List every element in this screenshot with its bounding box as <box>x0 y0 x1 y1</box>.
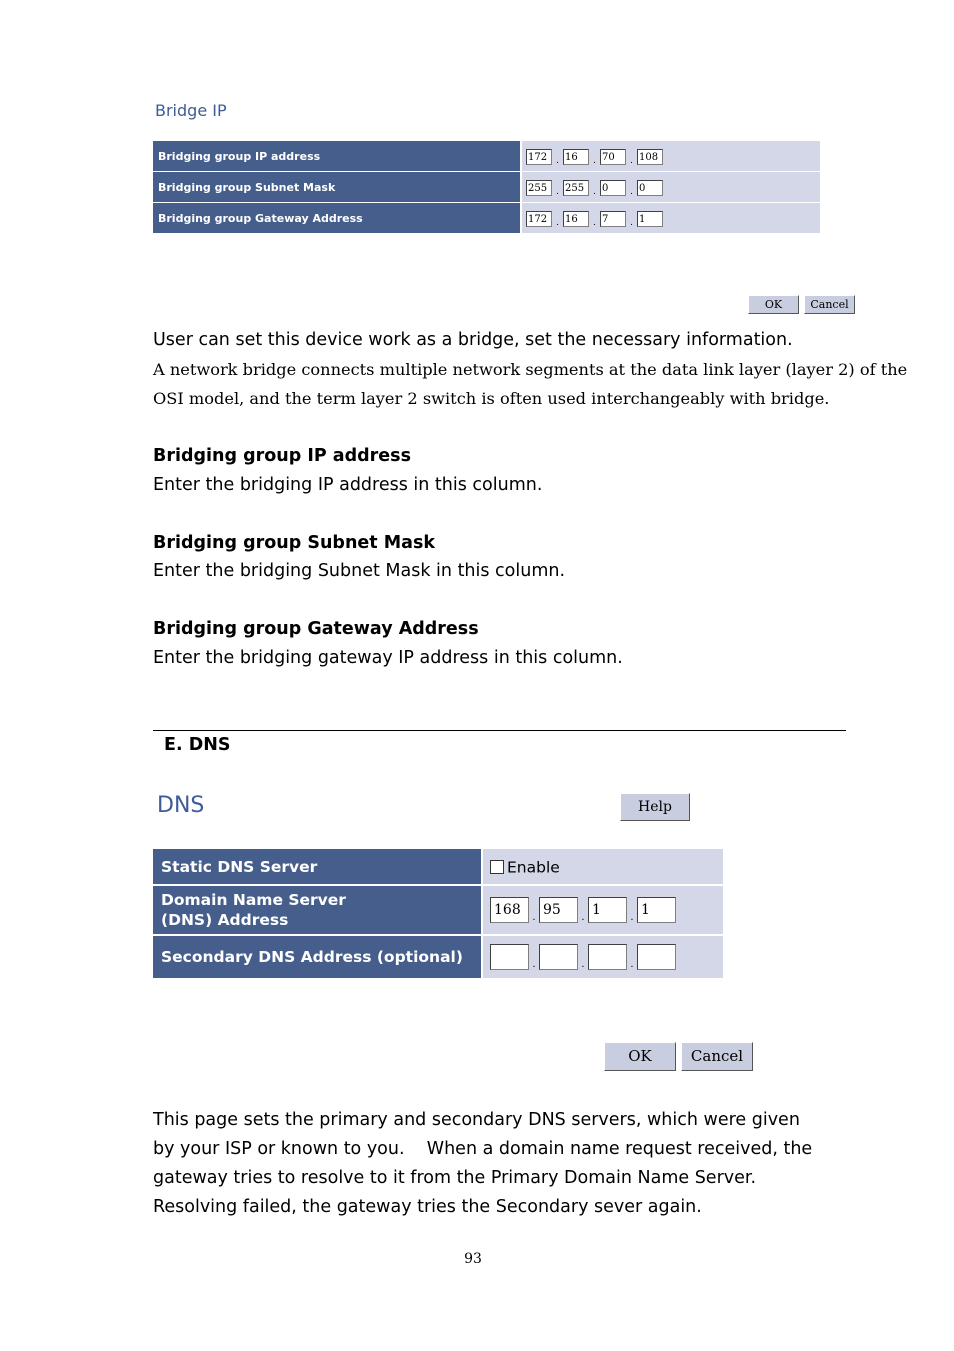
help-button[interactable]: Help <box>620 793 690 821</box>
secondary-dns-value: . . . <box>482 935 723 978</box>
secondary-dns-octet-4[interactable] <box>637 944 676 970</box>
bridge-mask-octet-4[interactable]: 0 <box>637 180 663 196</box>
primary-dns-octet-1[interactable]: 168 <box>490 897 529 923</box>
static-dns-row <box>153 849 723 885</box>
bridge-ip-octet-3[interactable]: 70 <box>600 149 626 165</box>
secondary-dns-octet-3[interactable] <box>588 944 627 970</box>
section-divider <box>153 730 846 731</box>
section-body-ip: Enter the bridging IP address in this column. <box>153 475 543 495</box>
static-dns-label: Static DNS Server <box>153 849 482 885</box>
dns-desc-line-2: by your ISP or known to you. When a domain name request received, the <box>153 1139 813 1159</box>
bridge-mask-octet-2[interactable]: 255 <box>563 180 589 196</box>
dns-desc-line-1: This page sets the primary and secondary DNS servers, which were given <box>153 1110 800 1130</box>
bridge-gateway-octet-2[interactable]: 16 <box>563 211 589 227</box>
bridge-mask-value: 255 . 255 . 0 . 0 <box>521 172 820 203</box>
dns-cancel-button[interactable]: Cancel <box>681 1042 753 1071</box>
bridge-gateway-octet-1[interactable]: 172 <box>526 211 552 227</box>
bridge-ip-octet-2[interactable]: 16 <box>563 149 589 165</box>
bridge-mask-row <box>153 172 820 203</box>
secondary-dns-label: Secondary DNS Address (optional) <box>153 935 482 978</box>
bridge-gateway-octet-3[interactable]: 7 <box>600 211 626 227</box>
page-number: 93 <box>464 1251 482 1267</box>
primary-dns-label-line-1: Domain Name Server <box>161 891 346 909</box>
primary-dns-octet-2[interactable]: 95 <box>539 897 578 923</box>
bridge-ip-octet-1[interactable]: 172 <box>526 149 552 165</box>
section-heading-mask: Bridging group Subnet Mask <box>153 533 436 553</box>
dns-desc-line-3: gateway tries to resolve to it from the Primary Domain Name Server. <box>153 1168 757 1188</box>
bridge-ip-row <box>153 141 820 172</box>
primary-dns-label <box>153 885 482 935</box>
primary-dns-label-line-2: (DNS) Address <box>161 911 289 929</box>
section-heading-gateway: Bridging group Gateway Address <box>153 619 479 639</box>
bridge-mask-label: Bridging group Subnet Mask <box>153 172 521 203</box>
section-body-mask: Enter the bridging Subnet Mask in this column. <box>153 561 566 581</box>
bridge-ip-label: Bridging group IP address <box>153 141 521 172</box>
bridge-gateway-value: 172 . 16 . 7 . 1 <box>521 203 820 234</box>
secondary-dns-octet-1[interactable] <box>490 944 529 970</box>
dns-section-heading: E. DNS <box>164 735 231 755</box>
dns-table <box>153 849 723 978</box>
bridge-cancel-button[interactable]: Cancel <box>804 295 855 314</box>
intro-line-1: User can set this device work as a bridge, set the necessary information. <box>153 330 793 350</box>
section-heading-ip: Bridging group IP address <box>153 446 411 466</box>
secondary-dns-octet-2[interactable] <box>539 944 578 970</box>
section-body-gateway: Enter the bridging gateway IP address in this column. <box>153 648 623 668</box>
primary-dns-octet-4[interactable]: 1 <box>637 897 676 923</box>
primary-dns-octet-3[interactable]: 1 <box>588 897 627 923</box>
primary-dns-value: 168 . 95 . 1 . 1 <box>482 885 723 935</box>
dns-panel-title: DNS <box>157 793 205 818</box>
primary-dns-row <box>153 885 723 935</box>
static-dns-value <box>482 849 723 885</box>
enable-checkbox[interactable] <box>490 860 504 874</box>
intro-line-2: A network bridge connects multiple network segments at the data link layer (layer 2) of the <box>153 360 908 379</box>
bridge-ip-value: 172 . 16 . 70 . 108 <box>521 141 820 172</box>
bridge-gateway-row <box>153 203 820 234</box>
bridge-ip-octet-4[interactable]: 108 <box>637 149 663 165</box>
bridge-ip-title: Bridge IP <box>155 101 227 120</box>
bridge-ip-table <box>153 141 820 233</box>
secondary-dns-row <box>153 935 723 978</box>
dns-desc-line-4: Resolving failed, the gateway tries the Secondary sever again. <box>153 1197 702 1217</box>
intro-line-3: OSI model, and the term layer 2 switch is often used interchangeably with bridge. <box>153 389 830 408</box>
bridge-gateway-label: Bridging group Gateway Address <box>153 203 521 234</box>
bridge-mask-octet-1[interactable]: 255 <box>526 180 552 196</box>
enable-label: Enable <box>507 858 560 877</box>
bridge-ok-button[interactable]: OK <box>748 295 799 314</box>
dns-ok-button[interactable]: OK <box>604 1042 676 1071</box>
bridge-mask-octet-3[interactable]: 0 <box>600 180 626 196</box>
bridge-gateway-octet-4[interactable]: 1 <box>637 211 663 227</box>
